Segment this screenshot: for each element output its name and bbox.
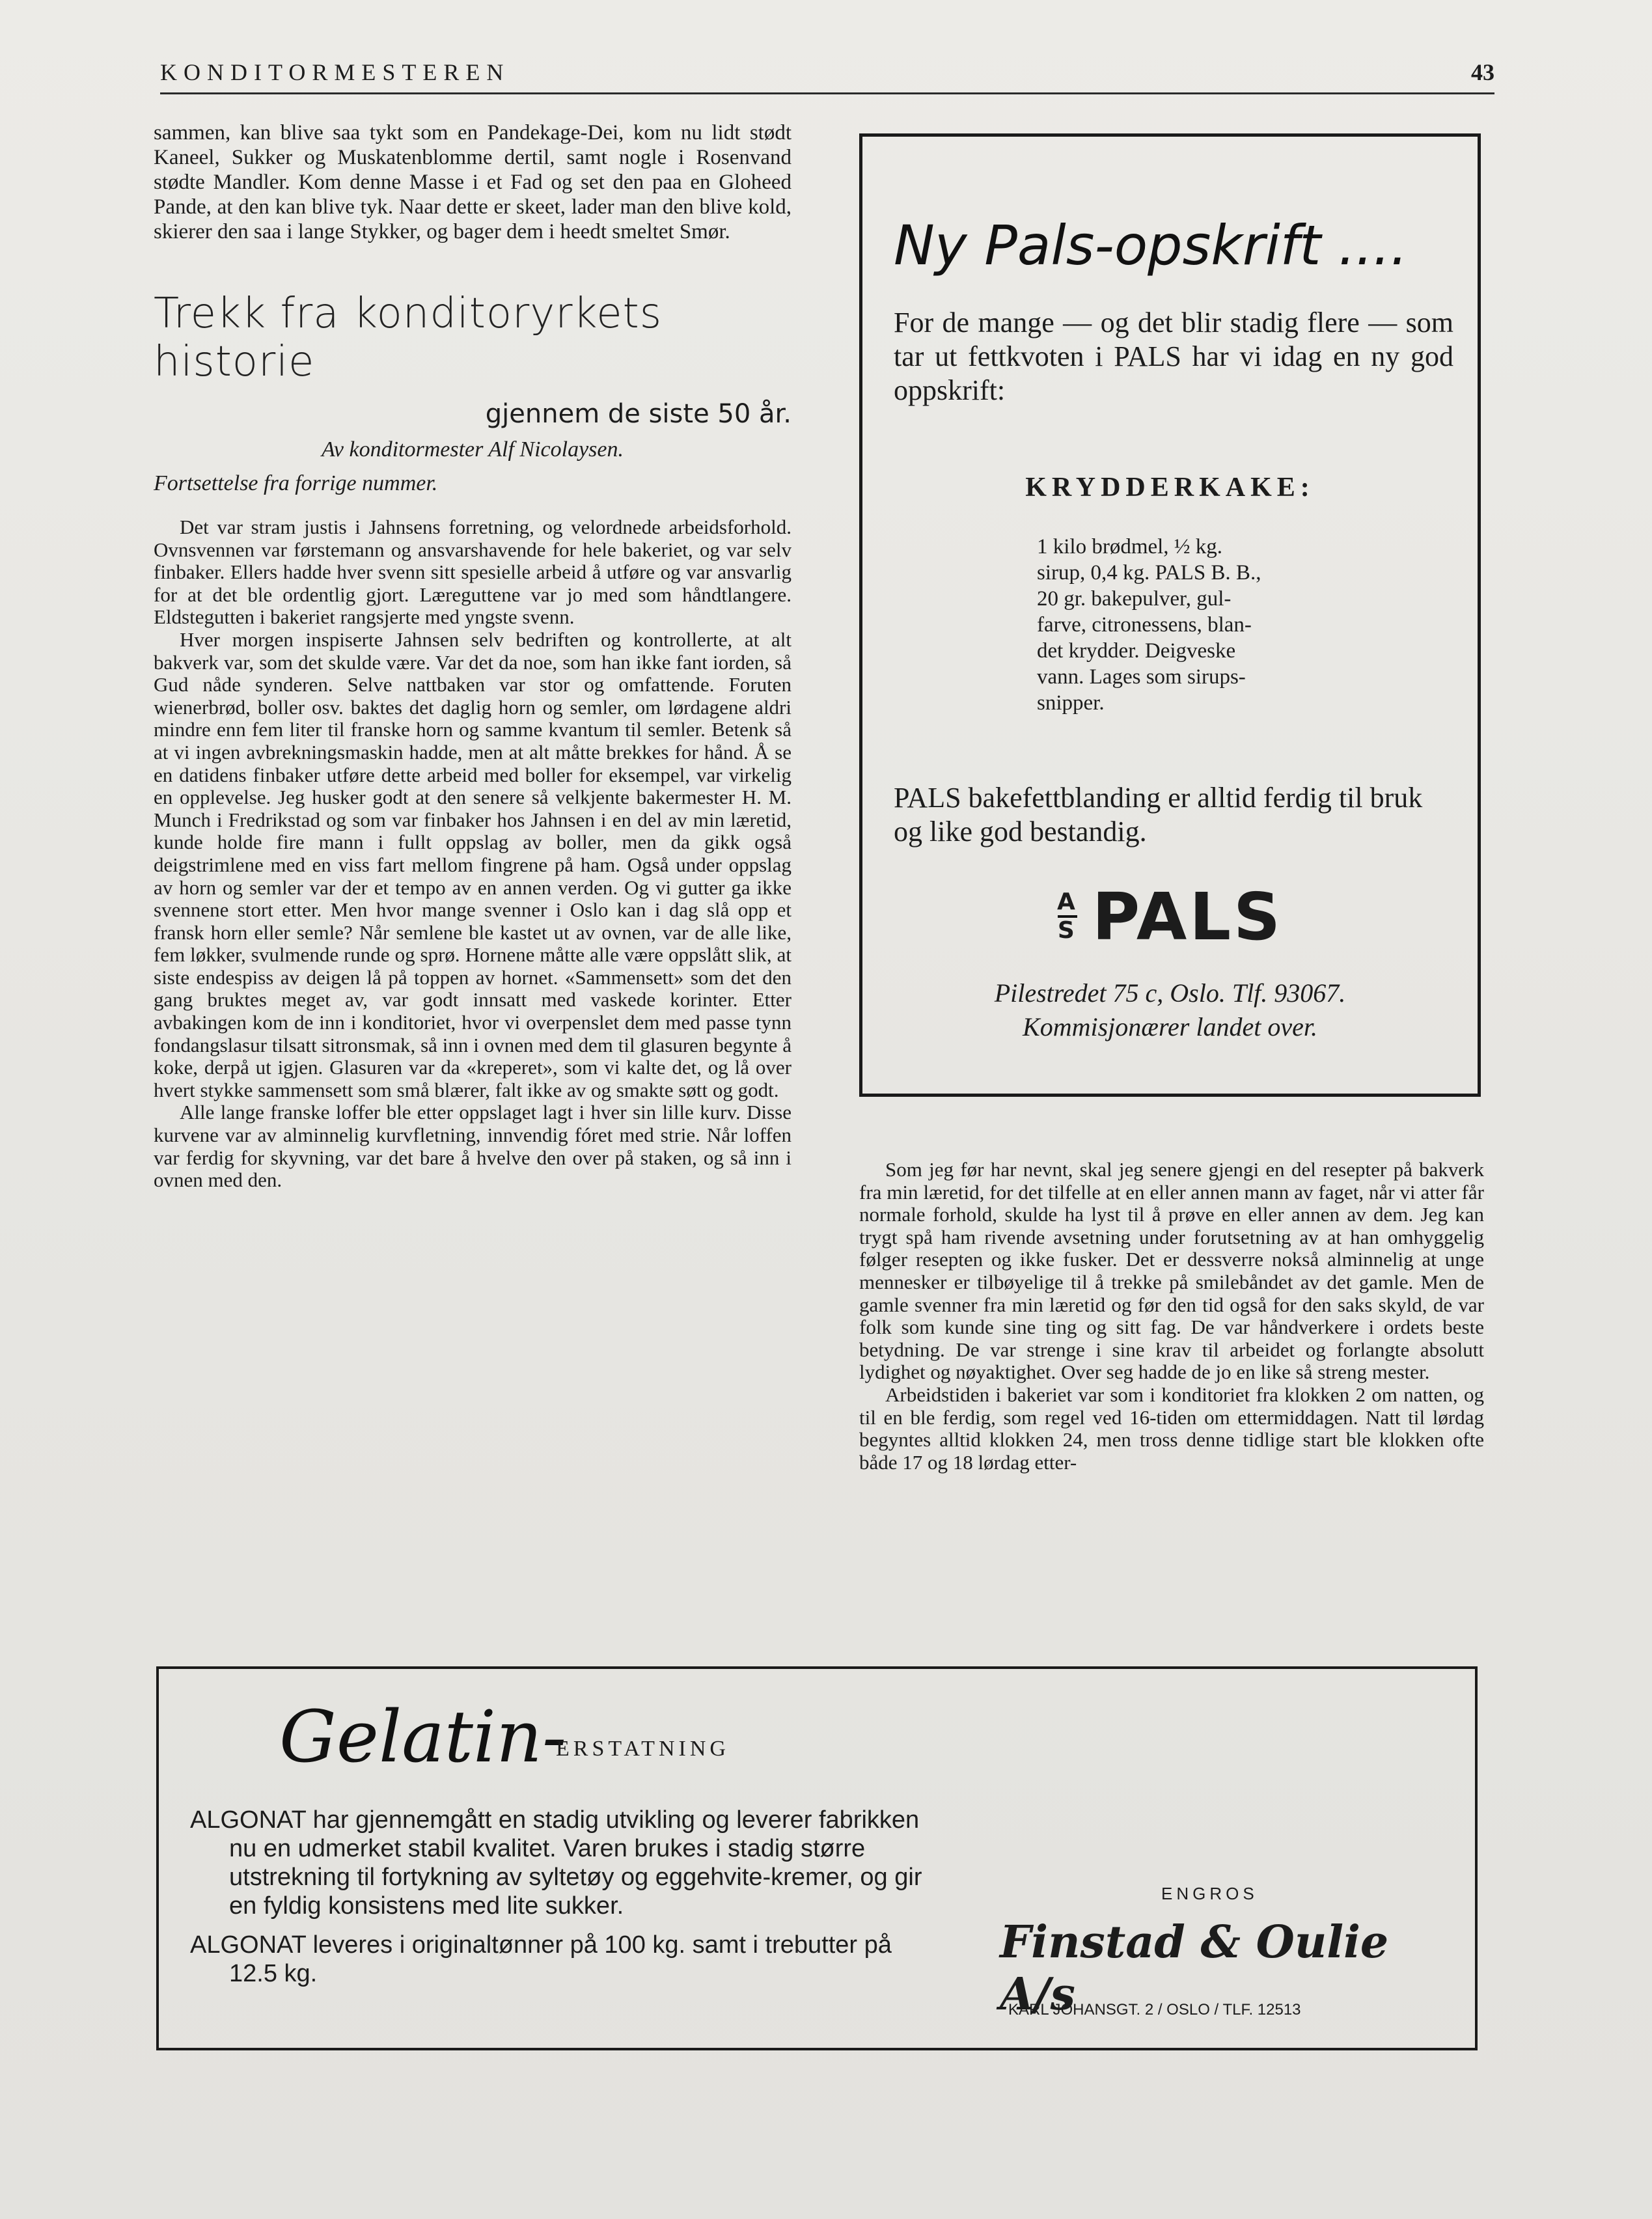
pals-ad-title: Ny Pals-opskrift .... (894, 214, 1408, 277)
journal-title: KONDITORMESTEREN (160, 59, 510, 85)
pals-advertisement (859, 133, 1481, 1097)
pals-ad-outro: PALS bakefettblanding er alltid ferdig til bruk og like god bestandig. (894, 782, 1423, 848)
brand-name: PALS (1092, 879, 1284, 955)
pals-address-line: Kommisjonærer landet over. (1023, 1012, 1317, 1041)
gelatin-ad-body (190, 1806, 945, 1998)
article-title: Trekk fra konditoryrkets historie (154, 290, 663, 386)
pals-brand-logo (862, 879, 1478, 955)
article-subtitle: gjennem de siste 50 år. (485, 399, 792, 429)
recipe-body (1037, 534, 1343, 716)
recipe-continuation-paragraph: sammen, kan blive saa tykt som en Pandekage-Dei, kom nu lidt stødt Kaneel, Sukker og Muskatenblomme dertil, samt nogle i Rosenvand stødte Mandler. Kom denne Masse i et Fad og set den paa en Gloheed Pande, at den kan blive tyk. Naar dette er skeet, lader man den blive kold, skierer den saa i lange Stykker, og bager dem i heedt smeltet Smør. (154, 121, 792, 243)
gelatin-ad-paragraph: ALGONAT leveres i originaltønner på 100 kg. samt i trebutter på 12.5 kg. (190, 1931, 892, 1987)
page-number: 43 (1471, 59, 1494, 85)
article-byline: Av konditormester Alf Nicolaysen. (322, 437, 624, 462)
article-paragraph: Hver morgen inspiserte Jahnsen selv bedriften og kontrollerte, at alt bakverk var, som det skulde være. Var det da noe, som han ikke fant iorden, så Gud nåde synderen. Selve nattbaken var stor og omfattende. Foruten wienerbrød, boller osv. baktes det daglig horn og semler, om lørdagene aldri mindre enn fem liter til franske horn og samme kvantum til semler. Betenk så at vi ingen avbrekningsmaskin hadde, men at alt måtte brekkes for hånd. Å se en datidens finbaker utføre dette arbeid med boller for eksempel, var virkelig en opplevelse. Jeg husker godt at den senere så velkjente bakermester H. M. Munch i Fredrikstad og som var finbaker hos Jahnsen i en del av min læretid, kunde holde fire mann i fullt oppslag av boller, men da gikk også deigstrimlene med en viss fart mellom fingrene på ham. Også under oppslag av horn og semler var der et tempo av en annen verden. Og vi gutter ga ikke svennene stort etter. Men hvor mange svenner i Oslo kan i dag slå opp et fransk horn eller semle? Når semlene ble kastet ut av ovnen, var de alle like, fem løkker, svulmende runde og sprø. Hornene måtte alle være oppslått slik, at siste endespiss av deigen lå på toppen av hornet. «Sammensett» som det den gang bruktes meget av, var godt innsatt med vaskede korinter. Etter avbakingen kom de inn i konditoriet, hvor vi overpenslet dem med passe tynn fondangslasur tilsatt sitronsmak, så inn i ovnen med dem til glasuren begynte å koke, derpå ut igjen. Glasuren var da «kreperet», som vi kalte det, og lå over hvert stykke sammensett som små blærer, falt ikke av og smakte søtt og godt. (154, 627, 792, 1101)
gelatin-ad-paragraph: ALGONAT har gjennemgått en stadig utvikling og leverer fabrikken nu en udmerket stabil kvalitet. Varen brukes i stadig større utstrekning til fortykning av syltetøy og eggehvite-kremer, og gir en fyldig konsistens med lite sukker. (190, 1806, 922, 1920)
recipe-line: 1 kilo brødmel, ½ kg. (1037, 535, 1223, 558)
firm-address: KARL JOHANSGT. 2 / OSLO / TLF. 12513 (1008, 2001, 1301, 2019)
running-head (160, 53, 1494, 94)
article-paragraph: Alle lange franske loffer ble etter oppslaget lagt i hver sin lille kurv. Disse kurvene var av alminnelig kurvfletning, innvendig fóret med strie. Når loffen var ferdig for skyvning, var det bare å hvelve den over på staken, og så inn i ovnen med den. (154, 1101, 792, 1192)
firm-logo: Finstad & Oulie A/s (1000, 1916, 1389, 2020)
pals-address (862, 976, 1478, 1044)
recipe-line: sirup, 0,4 kg. PALS B. B., (1037, 561, 1261, 585)
continuation-note: Fortsettelse fra forrige nummer. (154, 471, 438, 495)
pals-ad-intro: For de mange — og det blir stadig flere — som tar ut fettkvoten i PALS har vi idag en ny god oppskrift: (894, 307, 1453, 406)
right-column (859, 1159, 1484, 1474)
pals-address-line: Pilestredet 75 c, Oslo. Tlf. 93067. (994, 978, 1346, 1008)
article-paragraph: Arbeidstiden i bakeriet var som i konditoriet fra klokken 2 om natten, og til en ble ferdig, som regel ved 16-tiden om ettermiddagen. Natt til lørdag begyntes alltid klokken 24, men tross denne tidlige start ble klokken ofte både 17 og 18 lørdag etter- (859, 1383, 1484, 1474)
gelatin-ad-title: Gelatin- (279, 1695, 567, 1778)
recipe-line: 20 gr. bakepulver, gul- (1037, 587, 1232, 611)
article-paragraph: Som jeg før har nevnt, skal jeg senere gjengi en del resepter på bakverk fra min læretid, for det tilfelle at en eller annen mann av faget, når vi atter får normale forhold, skulde ha lyst til å prøve en eller annen av dem. Jeg kan trygt spå ham rivende avsetning under forutsetning av at han omhyggelig følger resepten og ikke fusker. Det er dessverre nokså alminnelig at unge mennesker er tilbøyelige til å trekke på smilebåndet av det gamle. Men de gamle svenner fra min læretid og før den tid også for den saks skyld, de var folk som kunde sine ting og sitt fag. De var håndverkere i ordets beste betydning. De var strenge i sine krav til arbeidet og forlangte absolutt lydighet og nøyaktighet. Over seg hadde de jo en like så streng mester. (859, 1158, 1484, 1384)
gelatin-advertisement (156, 1666, 1478, 2050)
left-column (154, 120, 792, 1192)
recipe-line: det krydder. Deigveske (1037, 639, 1236, 663)
engros-label: ENGROS (1161, 1884, 1258, 1903)
as-mark: $\frac{A}{S}$ (1056, 888, 1078, 944)
recipe-line: snipper. (1037, 691, 1105, 715)
article-paragraph: Det var stram justis i Jahnsens forretning, og velordnede arbeidsforhold. Ovnsvennen var førstemann og ansvarshavende for hele bakeriet, og var selv finbaker. Ellers hadde hver svenn sitt spesielle arbeid å utføre og var ansvarlig for at det ble ordentlig gjort. Læreguttene var jo med som håndtlangere. Eldstegutten i bakeriet rangsjerte med yngste svenn. (154, 516, 792, 629)
recipe-line: farve, citronessens, blan- (1037, 613, 1252, 637)
recipe-title: KRYDDERKAKE: (1025, 473, 1315, 503)
recipe-line: vann. Lages som sirups- (1037, 665, 1246, 689)
gelatin-ad-subtitle: ERSTATNING (556, 1737, 730, 1761)
